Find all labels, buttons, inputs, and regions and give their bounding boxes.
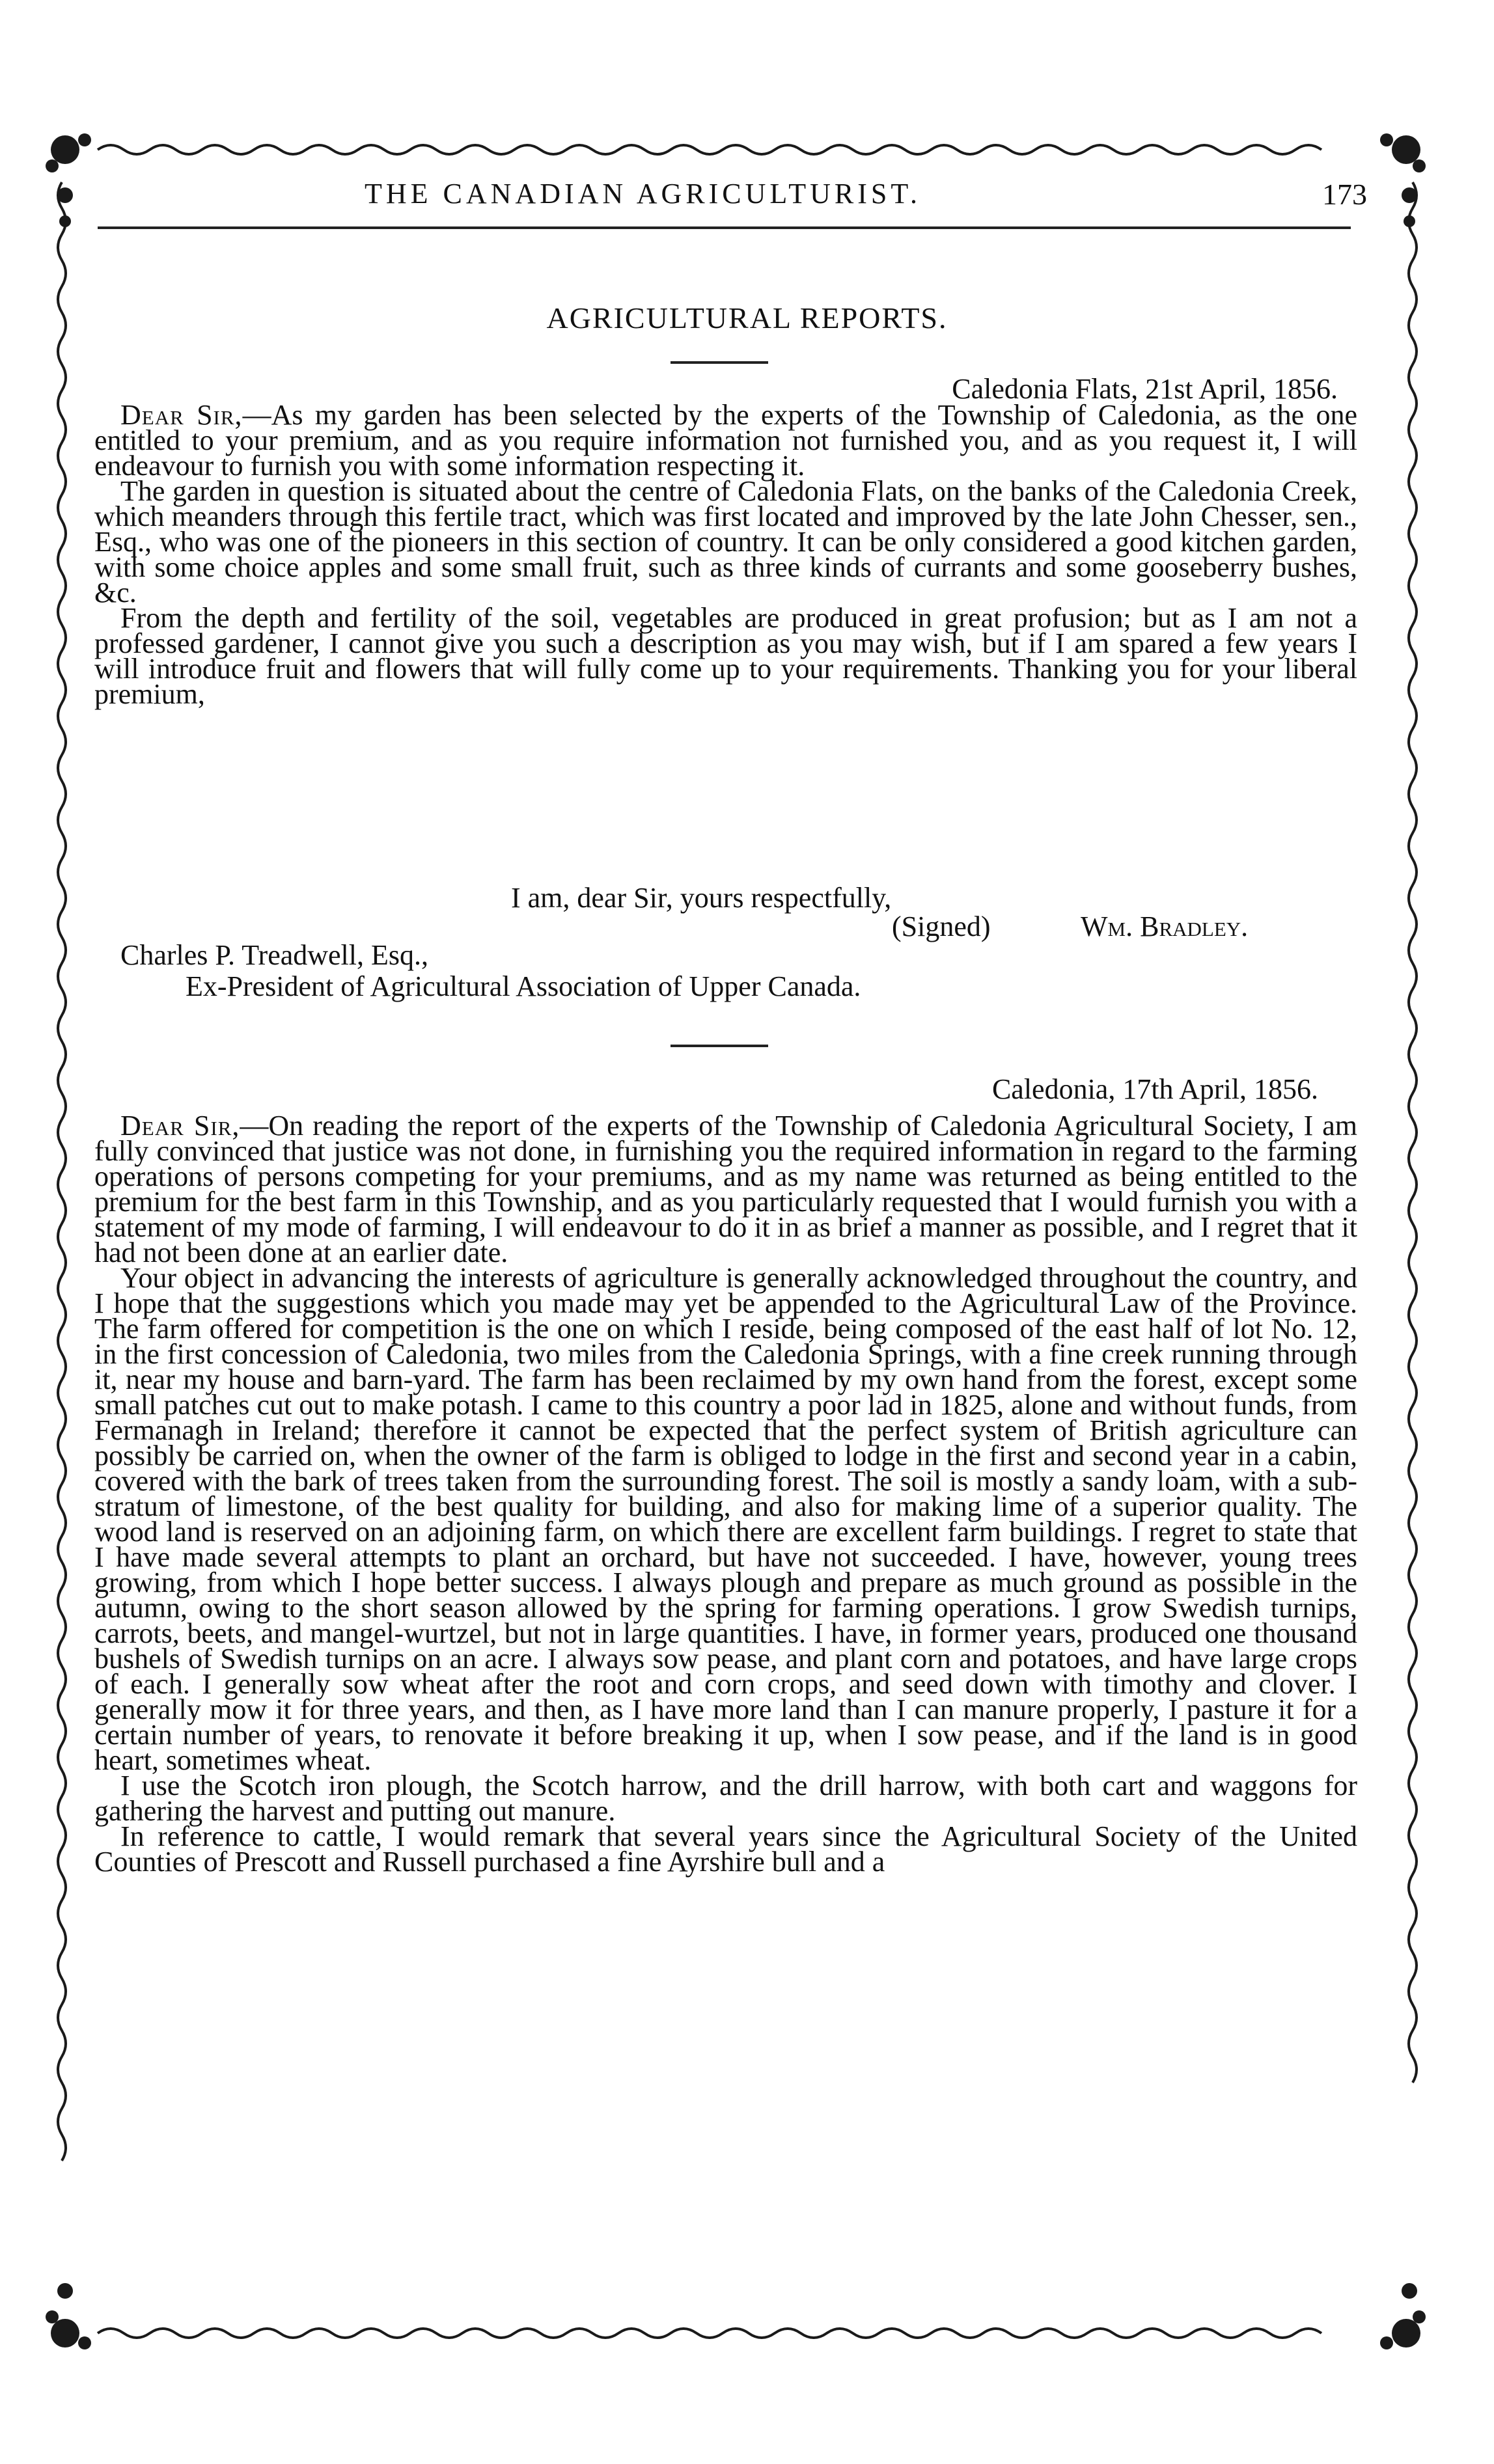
corner-ornament-top-right	[1380, 133, 1426, 227]
letter2-dateline: Caledonia, 17th April, 1856.	[991, 1073, 1318, 1105]
section-title: AGRICULTURAL REPORTS.	[546, 301, 948, 335]
letter-separator-rule	[671, 1045, 768, 1047]
header-rule	[98, 226, 1351, 229]
right-wave-border	[1409, 182, 1417, 2083]
letter1-closing: I am, dear Sir, yours respectfully,	[511, 882, 892, 914]
page-header	[365, 177, 1367, 216]
letter1-signer: Wm. Bradley.	[1081, 910, 1249, 942]
corner-ornament-bottom-left	[46, 2283, 91, 2349]
letter2-paragraph-1: Dear Sir,—On reading the report of the experts of the Township of Caledonia Agricultural Society, I am fully convinced that justice was not done, in furnishing you the required information in regard to the farming operations of persons competing for your premiums, and as my name was returned as being entitled to the premium for the best farm in this Township, and as you particularly requested that I would furnish you with a statement of my mode of farming, I will endeavour to do it in as brief a manner as possible, and I regret that it had not been done at an earlier date.	[94, 1110, 1357, 1268]
letter1-paragraph-1: Dear Sir,—As my garden has been selected by the experts of the Township of Caledonia, as the one entitled to your premium, and as you require information not furnished you, and as you request it, I will endeavour to furnish you with some information respecting it.	[94, 399, 1358, 482]
letter1-addressee-title: Ex-President of Agricultural Association of Upper Canada.	[186, 970, 861, 1002]
letter1-body	[94, 399, 1358, 710]
bottom-wave-border	[98, 2329, 1321, 2338]
running-head: THE CANADIAN AGRICULTURIST.	[365, 178, 921, 210]
letter1-salutation: Dear Sir,	[120, 399, 243, 431]
letter2-paragraph-4: In reference to cattle, I would remark that several years since the Agricultural Society of the United Counties of Prescott and Russell purchased a fine Ayrshire bull and a	[94, 1820, 1357, 1878]
title-rule	[671, 361, 768, 364]
corner-ornament-top-left	[46, 133, 91, 227]
corner-ornament-bottom-right	[1380, 2283, 1426, 2349]
letter2-salutation: Dear Sir,	[120, 1110, 240, 1142]
letter1-addressee-name: Charles P. Treadwell, Esq.,	[120, 939, 428, 971]
letter2-paragraph-2: Your object in advancing the interests of agriculture is generally acknowledged throughout the country, and I hope that the suggestions which you made may yet be appended to the Agricultural Law of the Province. The farm offered for competition is the one on which I reside, being composed of the east half of lot No. 12, in the first concession of Caledonia, two miles from the Caledonia Springs, with a fine creek running through it, near my house and barn-yard. The farm has been reclaimed by my own hand from the forest, except some small patches cut out to make potash. I came to this country a poor lad in 1825, alone and without funds, from Fermanagh in Ireland; therefore it cannot be expected that the perfect system of British agriculture can possibly be carried on, when the owner of the farm is obliged to lodge in the first and second year in a cabin, covered with the bark of trees taken from the surrounding forest. The soil is mostly a sandy loam, with a sub-stratum of limestone, of the best quality for building, and also for making lime of a superior quality. The wood land is reserved on an adjoining farm, on which there are excellent farm buildings. I regret to state that I have made several attempts to plant an orchard, but have not succeeded. I have, however, young trees growing, from which I hope better success. I always plough and prepare as much ground as possible in the autumn, owing to the short season allowed by the spring for farming operations. I grow Swedish turnips, carrots, beets, and mangel-wurtzel, but not in large quantities. I have, in former years, produced one thousand bushels of Swedish turnips on an acre. I always sow pease, and plant corn and potatoes, and have large crops of each. I generally sow wheat after the root and corn crops, and seed down with timothy and clover. I generally mow it for three years, and then, as I have more land than I can manure properly, I pasture it for a certain number of years, to renovate it before breaking it up, when I sow pease, and if the land is in good heart, sometimes wheat.	[94, 1262, 1357, 1776]
letter2-body	[94, 1110, 1357, 1878]
letter1-dateline: Caledonia Flats, 21st April, 1856.	[952, 373, 1338, 405]
letter2-paragraph-3: I use the Scotch iron plough, the Scotch harrow, and the drill harrow, with both cart and waggons for gathering the harvest and putting out manure.	[94, 1770, 1357, 1827]
letter1-paragraph-2: The garden in question is situated about the centre of Caledonia Flats, on the banks of the Caledonia Creek, which meanders through this fertile tract, which was first located and improved by the late John Chesser, sen., Esq., who was one of the pioneers in this section of country. It can be only considered a good kitchen garden, with some choice apples and some small fruit, such as three kinds of currants and some gooseberry bushes, &c.	[94, 475, 1357, 609]
letter1-paragraph-3: From the depth and fertility of the soil, vegetables are produced in great profusion; but as I am not a professed gardener, I cannot give you such a description as you may wish, but if I am spared a few years I will introduce fruit and flowers that will fully come up to your requirements. Thanking you for your liberal premium,	[94, 602, 1357, 710]
page-number: 173	[1322, 178, 1367, 211]
left-wave-border	[58, 182, 66, 2161]
letter1-signed: (Signed)	[892, 910, 991, 942]
top-wave-border	[98, 145, 1321, 154]
